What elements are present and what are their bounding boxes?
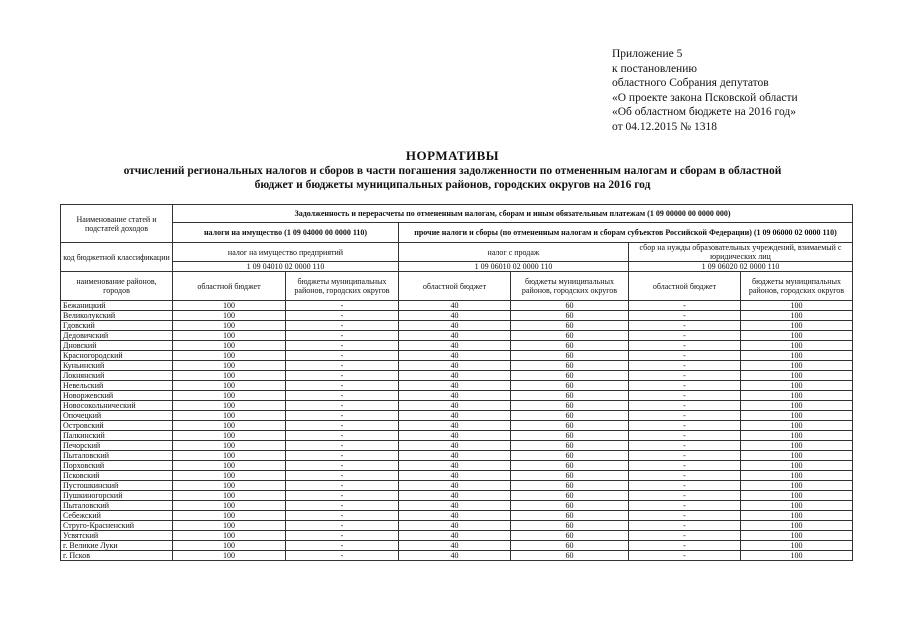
table-cell-v2: - [286,461,399,471]
district-name: Дедовичский [61,331,173,341]
table-cell-v2: - [286,351,399,361]
table-row [61,411,853,421]
table-cell-v3: 40 [399,461,511,471]
table-cell-v4: 60 [511,531,629,541]
table-cell-v4: 60 [511,391,629,401]
table-cell-v1: 100 [173,331,286,341]
appendix-line: к постановлению [612,62,697,75]
table-cell-v5: - [629,491,741,501]
table-cell-v2: - [286,381,399,391]
table-cell-v4: 60 [511,341,629,351]
table-cell-v1: 100 [173,451,286,461]
table-cell-v1: 100 [173,551,286,561]
appendix-line: областного Собрания депутатов [612,77,769,89]
header-municipal-3: бюджеты муниципальных районов, городских округов [741,272,853,301]
table-cell-v4: 60 [511,431,629,441]
table-row [61,331,853,341]
table-cell-v1: 100 [173,501,286,511]
table-cell-v2: - [286,521,399,531]
table-cell-v3: 40 [399,521,511,531]
table-cell-v5: - [629,551,741,561]
table-cell-v4: 60 [511,491,629,501]
table-cell-v3: 40 [399,431,511,441]
table-row [61,351,853,361]
table-cell-v5: - [629,511,741,521]
table-cell-v2: - [286,401,399,411]
appendix-line: «О проекте закона Псковской области [612,91,798,104]
table-cell-v2: - [286,541,399,551]
table-cell-v3: 40 [399,411,511,421]
table-cell-v3: 40 [399,551,511,561]
table-cell-v1: 100 [173,491,286,501]
district-name: Усвятский [61,531,173,541]
table-cell-v5: - [629,541,741,551]
table-cell-v6: 100 [741,461,853,471]
district-name: Палкинский [61,431,173,441]
table-cell-v1: 100 [173,511,286,521]
table-cell-v4: 60 [511,311,629,321]
table-cell-v1: 100 [173,301,286,311]
table-cell-v2: - [286,361,399,371]
table-cell-v5: - [629,361,741,371]
table-cell-v6: 100 [741,401,853,411]
district-name: Порховский [61,461,173,471]
table-cell-v4: 60 [511,421,629,431]
district-name: Новосокольнический [61,401,173,411]
table-cell-v2: - [286,391,399,401]
table-cell-v3: 40 [399,471,511,481]
table-cell-v4: 60 [511,351,629,361]
district-name: Гдовский [61,321,173,331]
table-cell-v1: 100 [173,441,286,451]
header-group-other: прочие налоги и сборы (по отмененным налогам и сборам субъектов Российской Федерации) (1 09 06000 02 0000 110) [399,223,853,243]
table-cell-v2: - [286,311,399,321]
table-cell-v5: - [629,471,741,481]
district-name: Невельский [61,381,173,391]
district-name: Опочецкий [61,411,173,421]
district-name: Себежский [61,511,173,521]
table-cell-v6: 100 [741,421,853,431]
table-cell-v6: 100 [741,431,853,441]
table-cell-v2: - [286,421,399,431]
table-cell-v4: 60 [511,441,629,451]
table-cell-v3: 40 [399,341,511,351]
table-cell-v6: 100 [741,311,853,321]
table-cell-v6: 100 [741,331,853,341]
table-row [61,321,853,331]
table-cell-v6: 100 [741,511,853,521]
table-cell-v1: 100 [173,531,286,541]
table-cell-v1: 100 [173,471,286,481]
table-cell-v6: 100 [741,411,853,421]
district-name: г. Псков [61,551,173,561]
table-cell-v2: - [286,371,399,381]
table-cell-v2: - [286,431,399,441]
title-line-1: отчислений региональных налогов и сборов в части погашения задолженности по отмененным налогам и сборам в областной [123,165,782,177]
table-cell-v3: 40 [399,391,511,401]
table-cell-v5: - [629,341,741,351]
table-cell-v6: 100 [741,451,853,461]
table-cell-v5: - [629,311,741,321]
table-cell-v4: 60 [511,541,629,551]
table-row [61,401,853,411]
table-cell-v3: 40 [399,401,511,411]
table-cell-v6: 100 [741,531,853,541]
table-cell-v6: 100 [741,551,853,561]
table-cell-v1: 100 [173,391,286,401]
header-municipal-2: бюджеты муниципальных районов, городских округов [511,272,629,301]
table-cell-v1: 100 [173,341,286,351]
table-cell-v2: - [286,411,399,421]
table-cell-v6: 100 [741,301,853,311]
table-cell-v5: - [629,431,741,441]
table-cell-v3: 40 [399,311,511,321]
norms-table [60,204,853,561]
table-row [61,391,853,401]
table-cell-v1: 100 [173,371,286,381]
table-cell-v2: - [286,301,399,311]
table-row [61,301,853,311]
table-row [61,491,853,501]
table-cell-v6: 100 [741,521,853,531]
table-cell-v3: 40 [399,531,511,541]
district-name: Пустошкинский [61,481,173,491]
table-cell-v2: - [286,491,399,501]
table-cell-v3: 40 [399,541,511,551]
table-row [61,311,853,321]
table-cell-v1: 100 [173,541,286,551]
table-cell-v6: 100 [741,491,853,501]
district-name: Пыталовский [61,501,173,511]
header-budget-code: код бюджетной классификации [61,243,173,272]
district-name: Красногородский [61,351,173,361]
table-cell-v6: 100 [741,481,853,491]
table-cell-v6: 100 [741,391,853,401]
header-article: Наименование статей и подстатей доходов [61,205,173,243]
table-cell-v5: - [629,371,741,381]
table-cell-v4: 60 [511,451,629,461]
table-cell-v1: 100 [173,321,286,331]
table-cell-v4: 60 [511,331,629,341]
table-cell-v3: 40 [399,321,511,331]
table-cell-v4: 60 [511,381,629,391]
table-row [61,381,853,391]
header-regional-2: областной бюджет [399,272,511,301]
document-title [0,148,905,192]
table-row [61,451,853,461]
table-row [61,531,853,541]
table-cell-v4: 60 [511,521,629,531]
table-cell-v5: - [629,331,741,341]
table-cell-v1: 100 [173,481,286,491]
table-cell-v4: 60 [511,411,629,421]
table-row [61,421,853,431]
table-cell-v1: 100 [173,401,286,411]
header-names: наименование районов, городов [61,272,173,301]
header-sub-property-tax: налог на имущество предприятий [173,243,399,262]
table-cell-v5: - [629,461,741,471]
table-cell-v3: 40 [399,451,511,461]
table-cell-v3: 40 [399,491,511,501]
table-cell-v3: 40 [399,331,511,341]
table-cell-v3: 40 [399,511,511,521]
table-cell-v5: - [629,321,741,331]
table-cell-v6: 100 [741,501,853,511]
district-name: Островский [61,421,173,431]
table-cell-v5: - [629,501,741,511]
table-cell-v5: - [629,401,741,411]
table-row [61,551,853,561]
header-municipal-1: бюджеты муниципальных районов, городских округов [286,272,399,301]
header-regional-3: областной бюджет [629,272,741,301]
table-cell-v2: - [286,341,399,351]
table-cell-v4: 60 [511,301,629,311]
table-cell-v2: - [286,551,399,561]
table-row [61,371,853,381]
table-row [61,431,853,441]
table-row [61,541,853,551]
table-cell-v1: 100 [173,411,286,421]
title-line-2: бюджет и бюджеты муниципальных районов, городских округов на 2016 год [254,179,651,191]
table-body [61,301,853,561]
header-regional-1: областной бюджет [173,272,286,301]
table-cell-v5: - [629,381,741,391]
table-cell-v4: 60 [511,551,629,561]
table-cell-v2: - [286,441,399,451]
table-cell-v1: 100 [173,431,286,441]
header-sub-sales-tax: налог с продаж [399,243,629,262]
table-cell-v1: 100 [173,421,286,431]
district-name: Локнянский [61,371,173,381]
district-name: Куньинский [61,361,173,371]
district-name: Псковский [61,471,173,481]
title-main: НОРМАТИВЫ [405,148,500,163]
header-top: Задолженность и перерасчеты по отмененным налогам, сборам и иным обязательным платежам (1 09 00000 00 0000 000) [173,205,853,223]
table-cell-v4: 60 [511,481,629,491]
appendix-block [612,47,798,134]
table-cell-v4: 60 [511,371,629,381]
table-cell-v3: 40 [399,441,511,451]
header-code-3: 1 09 06020 02 0000 110 [629,262,853,272]
table-row [61,521,853,531]
table-cell-v1: 100 [173,351,286,361]
district-name: Пыталовский [61,451,173,461]
district-name: Новоржевский [61,391,173,401]
appendix-line: Приложение 5 [612,48,683,60]
district-name: Струго-Красненский [61,521,173,531]
header-code-2: 1 09 06010 02 0000 110 [399,262,629,272]
table-cell-v5: - [629,441,741,451]
table-cell-v2: - [286,531,399,541]
table-cell-v3: 40 [399,301,511,311]
district-name: Великолукский [61,311,173,321]
table-cell-v1: 100 [173,311,286,321]
table-cell-v3: 40 [399,361,511,371]
table-cell-v5: - [629,391,741,401]
table-cell-v2: - [286,471,399,481]
table-cell-v1: 100 [173,381,286,391]
table-row [61,341,853,351]
district-name: Бежаницкий [61,301,173,311]
table-cell-v6: 100 [741,541,853,551]
table-row [61,441,853,451]
table-cell-v4: 60 [511,321,629,331]
district-name: Печорский [61,441,173,451]
table-row [61,361,853,371]
district-name: Дновский [61,341,173,351]
table-row [61,481,853,491]
table-cell-v3: 40 [399,351,511,361]
table-cell-v4: 60 [511,471,629,481]
table-cell-v5: - [629,481,741,491]
table-cell-v2: - [286,331,399,341]
table-cell-v2: - [286,451,399,461]
header-sub-education-fee: сбор на нужды образовательных учреждений, взимаемый с юридических лиц [629,243,853,262]
table-cell-v3: 40 [399,481,511,491]
table-cell-v4: 60 [511,511,629,521]
table-cell-v2: - [286,511,399,521]
table-cell-v6: 100 [741,361,853,371]
table-cell-v4: 60 [511,361,629,371]
table-cell-v5: - [629,451,741,461]
table-cell-v6: 100 [741,371,853,381]
table-row [61,501,853,511]
table-row [61,461,853,471]
table-cell-v1: 100 [173,521,286,531]
table-cell-v6: 100 [741,471,853,481]
table-cell-v2: - [286,501,399,511]
table-cell-v4: 60 [511,501,629,511]
table-cell-v6: 100 [741,351,853,361]
table-cell-v4: 60 [511,401,629,411]
table-cell-v2: - [286,321,399,331]
header-code-1: 1 09 04010 02 0000 110 [173,262,399,272]
table-cell-v1: 100 [173,361,286,371]
table-cell-v6: 100 [741,341,853,351]
table-cell-v6: 100 [741,321,853,331]
table-cell-v5: - [629,411,741,421]
table-cell-v2: - [286,481,399,491]
table-cell-v5: - [629,351,741,361]
header-group-property: налоги на имущество (1 09 04000 00 0000 110) [173,223,399,243]
table-cell-v5: - [629,421,741,431]
appendix-line: от 04.12.2015 № 1318 [612,120,717,133]
district-name: Пушкиногорский [61,491,173,501]
table-cell-v6: 100 [741,381,853,391]
table-cell-v3: 40 [399,501,511,511]
table-cell-v1: 100 [173,461,286,471]
appendix-line: «Об областном бюджете на 2016 год» [612,106,796,118]
table-cell-v5: - [629,531,741,541]
table-cell-v3: 40 [399,371,511,381]
table-cell-v3: 40 [399,381,511,391]
table-cell-v4: 60 [511,461,629,471]
table-cell-v6: 100 [741,441,853,451]
district-name: г. Великие Луки [61,541,173,551]
table-cell-v5: - [629,521,741,531]
table-cell-v3: 40 [399,421,511,431]
table-row [61,511,853,521]
table-row [61,471,853,481]
table-cell-v5: - [629,301,741,311]
